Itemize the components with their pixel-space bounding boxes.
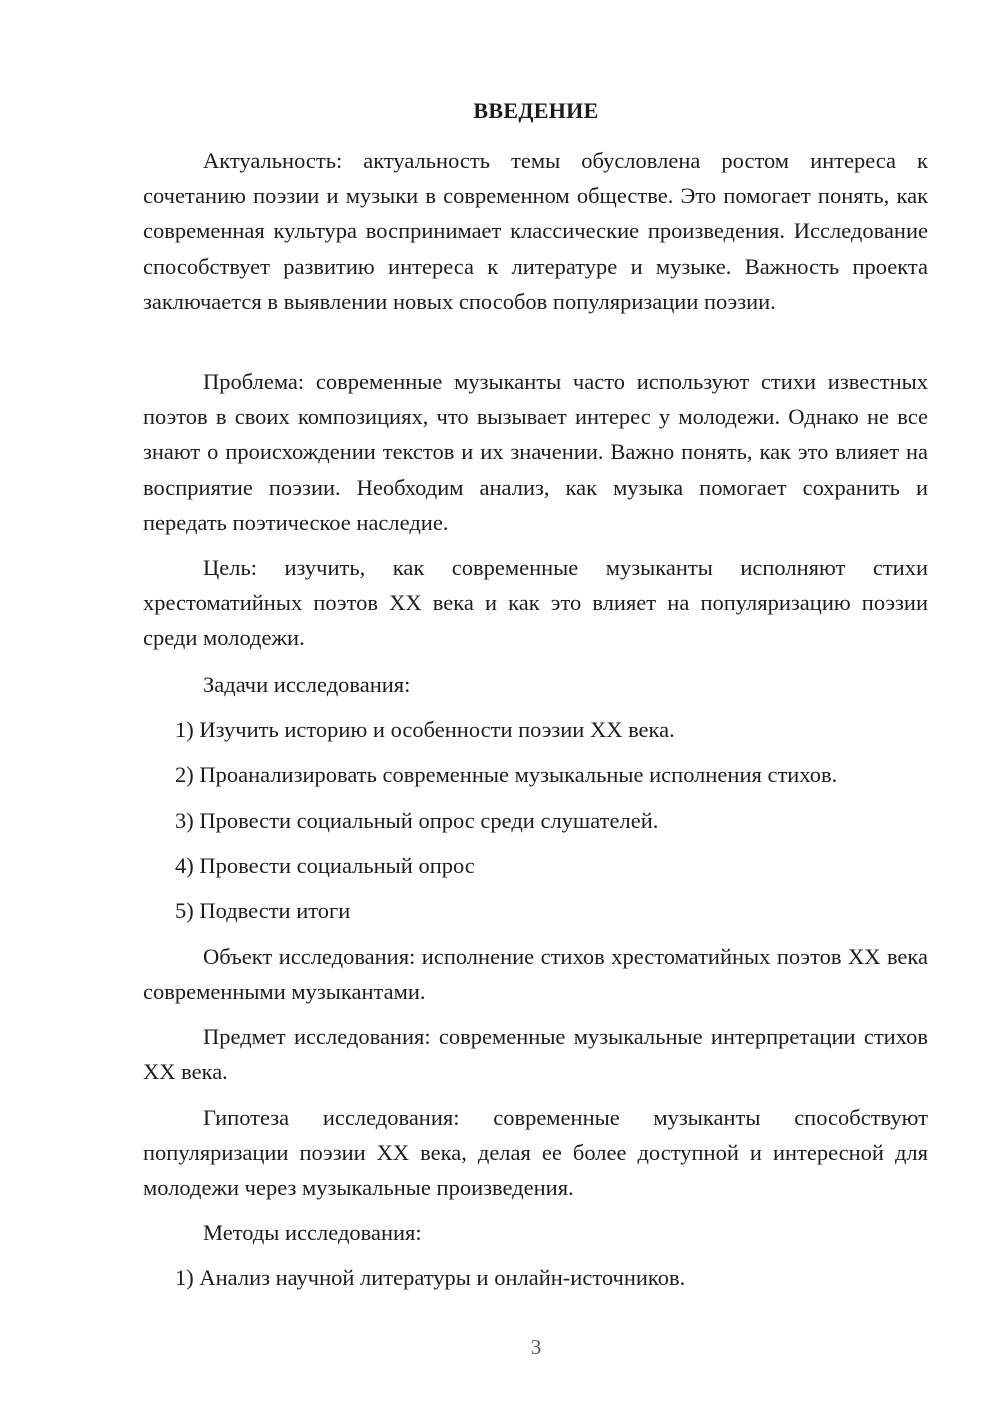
page-number: 3 <box>530 1335 542 1359</box>
task-item-4: 4) Провести социальный опрос <box>175 853 475 878</box>
problem-paragraph: Проблема: современные музыканты часто используют стихи известных поэтов в своих композициях, что вызывает интерес у молодежи. Однако не все знают о происхождении текстов и их значении. Важно понять, как это влияет на восприятие поэзии. Необходим анализ, как музыка помогает сохранить и передать поэтическое наследие. <box>143 369 928 535</box>
task-item-2: 2) Проанализировать современные музыкальные исполнения стихов. <box>175 762 838 787</box>
goal-paragraph: Цель: изучить, как современные музыканты исполняют стихи хрестоматийных поэтов XX века и как это влияет на популяризацию поэзии среди молодежи. <box>143 555 928 651</box>
tasks-heading: Задачи исследования: <box>203 672 411 697</box>
subject-paragraph: Предмет исследования: современные музыкальные интерпретации стихов XX века. <box>143 1024 928 1085</box>
relevance-paragraph: Актуальность: актуальность темы обусловлена ростом интереса к сочетанию поэзии и музыки в современном обществе. Это помогает понять, как современная культура воспринимает классические произведения. Исследование способствует развитию интереса к литературе и музыке. Важность проекта заключается в выявлении новых способов популяризации поэзии. <box>143 148 928 314</box>
methods-heading: Методы исследования: <box>203 1220 422 1245</box>
object-paragraph: Объект исследования: исполнение стихов хрестоматийных поэтов XX века современными музыкантами. <box>143 944 928 1005</box>
task-item-1: 1) Изучить историю и особенности поэзии XX века. <box>175 717 675 742</box>
page-title: ВВЕДЕНИЕ <box>473 98 599 123</box>
task-item-3: 3) Провести социальный опрос среди слушателей. <box>175 808 659 833</box>
hypothesis-paragraph: Гипотеза исследования: современные музыканты способствуют популяризации поэзии XX века, делая ее более доступной и интересной для молодежи через музыкальные произведения. <box>143 1105 928 1201</box>
task-item-5: 5) Подвести итоги <box>175 898 351 923</box>
method-item-1: 1) Анализ научной литературы и онлайн-источников. <box>175 1265 686 1290</box>
